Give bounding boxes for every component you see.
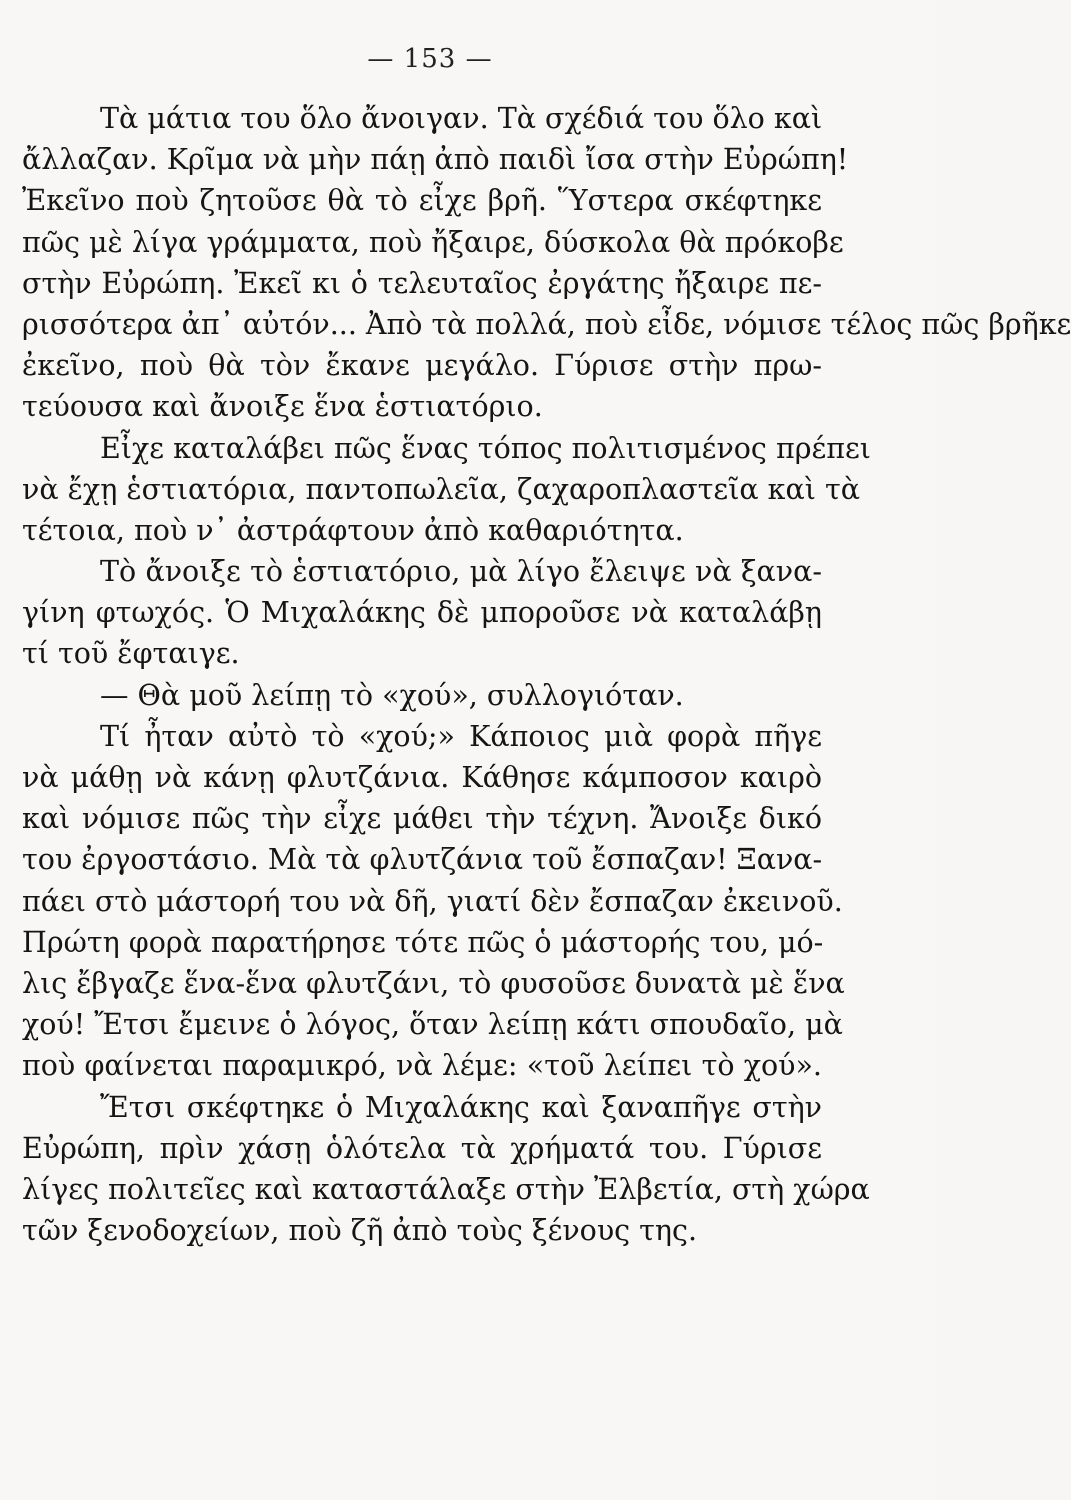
text-line: πάει στὸ μάστορή του νὰ δῆ, γιατί δὲν ἔσπαζαν ἐκεινοῦ.	[22, 884, 843, 918]
text-line: Τί ἦταν αὐτὸ τὸ «χού;» Κάποιος μιὰ φορὰ πῆγε	[100, 719, 822, 753]
page-text-block	[22, 98, 1071, 1251]
text-line: λις ἔβγαζε ἕνα-ἕνα φλυτζάνι, τὸ φυσοῦσε δυνατὰ μὲ ἕνα	[22, 966, 845, 1000]
text-line: Ἔτσι σκέφτηκε ὁ Μιχαλάκης καὶ ξαναπῆγε στὴν	[100, 1090, 822, 1124]
page-number: — 153 —	[367, 44, 493, 74]
text-line: τῶν ξενοδοχείων, ποὺ ζῆ ἀπὸ τοὺς ξένους της.	[22, 1214, 698, 1248]
text-line: — Θὰ μοῦ λείπῃ τὸ «χού», συλλογιόταν.	[100, 678, 684, 712]
text-line: νὰ ἔχῃ ἑστιατόρια, παντοπωλεῖα, ζαχαροπλαστεῖα καὶ τὰ	[22, 472, 860, 506]
text-line: τεύουσα καὶ ἄνοιξε ἕνα ἑστιατόριο.	[22, 390, 543, 424]
text-line: χού! Ἔτσι ἔμεινε ὁ λόγος, ὅταν λείπῃ κάτι σπουδαῖο, μὰ	[22, 1008, 843, 1042]
text-line: ἐκεῖνο, ποὺ θὰ τὸν ἔκανε μεγάλο. Γύρισε στὴν πρω-	[22, 349, 822, 383]
text-line: Τὰ μάτια του ὅλο ἄνοιγαν. Τὰ σχέδιά του ὅλο καὶ	[100, 102, 823, 135]
text-line: Ἐκεῖνο ποὺ ζητοῦσε θὰ τὸ εἶχε βρῆ. Ὕστερα σκέφτηκε	[22, 184, 822, 218]
text-line: ρισσότερα ἀπ᾿ αὐτόν... Ἀπὸ τὰ πολλά, ποὺ εἶδε, νόμισε τέλος πῶς βρῆκε	[22, 307, 1071, 341]
text-line: τέτοια, ποὺ ν᾿ ἀστράφτουν ἀπὸ καθαριότητα.	[22, 513, 684, 547]
text-line: λίγες πολιτεῖες καὶ καταστάλαξε στὴν Ἐλβετία, στὴ χώρα	[22, 1172, 870, 1206]
text-line: Εἶχε καταλάβει πῶς ἕνας τόπος πολιτισμένος πρέπει	[100, 431, 871, 465]
text-line: πῶς μὲ λίγα γράμματα, ποὺ ἤξαιρε, δύσκολα θὰ πρόκοβε	[22, 225, 844, 259]
text-line: του ἐργοστάσιο. Μὰ τὰ φλυτζάνια τοῦ ἔσπαζαν! Ξανα-	[22, 843, 823, 877]
text-line: νὰ μάθῃ νὰ κάνῃ φλυτζάνια. Κάθησε κάμποσον καιρὸ	[22, 761, 822, 794]
text-line: τί τοῦ ἔφταιγε.	[22, 637, 240, 671]
text-line: γίνη φτωχός. Ὁ Μιχαλάκης δὲ μποροῦσε νὰ καταλάβῃ	[22, 596, 822, 630]
text-line: Πρώτη φορὰ παρατήρησε τότε πῶς ὁ μάστορής του, μό-	[22, 925, 824, 959]
text-line: καὶ νόμισε πῶς τὴν εἶχε μάθει τὴν τέχνη. Ἄνοιξε δικό	[22, 802, 822, 836]
text-line: Τὸ ἄνοιξε τὸ ἑστιατόριο, μὰ λίγο ἔλειψε νὰ ξανα-	[100, 555, 822, 589]
text-line: ἄλλαζαν. Κρῖμα νὰ μὴν πάῃ ἀπὸ παιδὶ ἴσα στὴν Εὐρώπη!	[22, 143, 849, 177]
text-line: ποὺ φαίνεται παραμικρό, νὰ λέμε: «τοῦ λείπει τὸ χού».	[22, 1049, 822, 1083]
text-line: στὴν Εὐρώπη. Ἐκεῖ κι ὁ τελευταῖος ἐργάτης ἤξαιρε πε-	[22, 266, 822, 300]
text-line: Εὐρώπη, πρὶν χάσῃ ὁλότελα τὰ χρήματά του. Γύρισε	[22, 1131, 822, 1165]
